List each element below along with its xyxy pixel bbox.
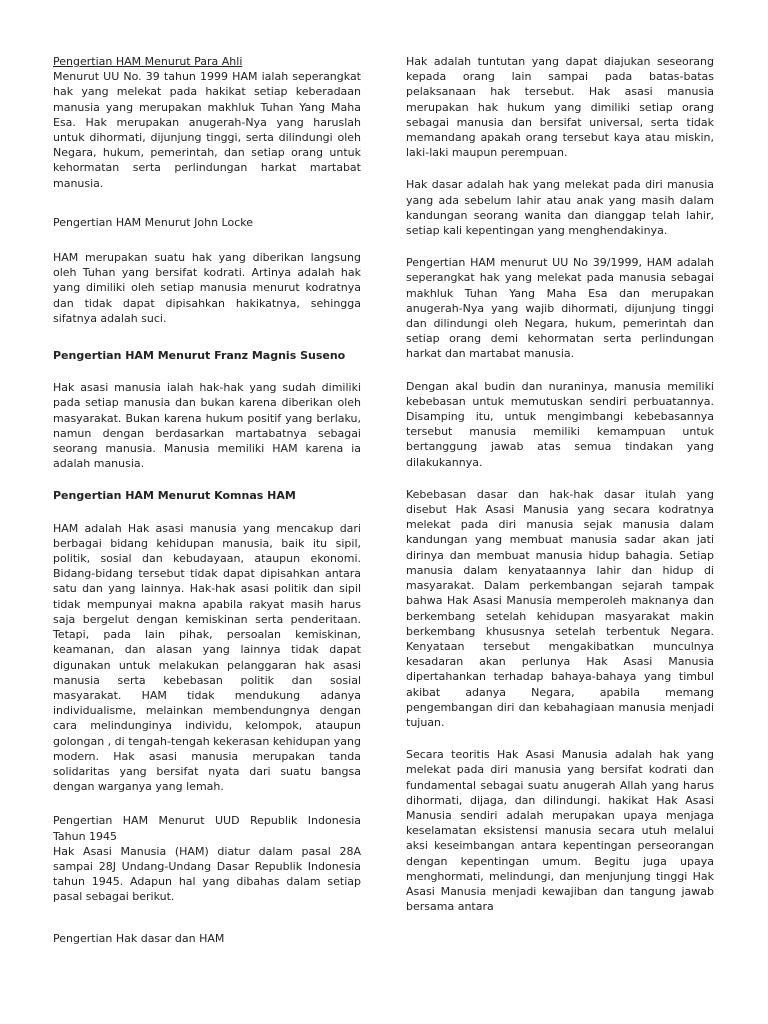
heading-komnas-ham: Pengertian HAM Menurut Komnas HAM [53, 489, 296, 503]
paragraph-komnas-ham: HAM adalah Hak asasi manusia yang mencakup dari berbagai bidang kehidupan manusia, baik itu sipil, politik, sosial dan kebudayaan, ataupun ekonomi. Bidang-bidang tersebut tidak dapat dipisahkan antara satu dan yang lainnya. Hak-hak asasi politik dan sipil tidak mempunyai makna apabila rakyat masih harus saja bergelut dengan kemiskinan serta penderitaan. Tetapi, pada lain pihak, persoalan kemiskinan, keamanan, dan alasan yang lainnya tidak dapat digunakan untuk melakukan pelanggaran hak asasi manusia serta kebebasan politik dan sosial masyarakat. HAM tidak mendukung adanya individualisme, melainkan membendungnya dengan cara melindunginya individu, kelompok, ataupun golongan , di tengah-tengah kekerasan kehidupan yang modern. Hak asasi manusia merupakan tanda solidaritas yang bersifat nyata dari suatu bangsa dengan warganya yang lemah. [53, 521, 361, 794]
paragraph-franz-magnis: Hak asasi manusia ialah hak-hak yang sudah dimiliki pada setiap manusia dan bukan karena diberikan oleh masyarakat. Bukan karena hukum positif yang berlaku, namun dengan berdasarkan martabatnya sebagai seorang manusia. Manusia memiliki HAM karena ia adalah manusia. [53, 381, 361, 471]
paragraph-hak: Hak adalah tuntutan yang dapat diajukan seseorang kepada orang lain sampai pada batas-batas pelaksanaan hak tersebut. Hak asasi manusia merupakan hak hukum yang dimiliki setiap orang sebagai manusia dan bersifat universal, serta tidak memandang apakah orang tersebut kaya atau miskin, laki-laki maupun perempuan. [406, 55, 714, 160]
paragraph-hak-dasar: Hak dasar adalah hak yang melekat pada diri manusia yang ada sebelum lahir atau anak yang masih dalam kandungan seorang wanita dan dianggap telah lahir, setiap kali kepentingan yang menghendakinya. [406, 178, 714, 238]
paragraph-uu-39-1999: Pengertian HAM menurut UU No 39/1999, HAM adalah seperangkat hak yang melekat pada manusia sebagai makhluk Tuhan Yang Maha Esa dan merupakan anugerah-Nya yang wajib dihormati, dijunjung tinggi dan dilindungi oleh Negara, hukum, pemerintah dan setiap orang demi kehormatan serta perlindungan harkat dan martabat manusia. [406, 256, 714, 361]
paragraph-uud-1945: Hak Asasi Manusia (HAM) diatur dalam pasal 28A sampai 28J Undang-Undang Dasar Republik Indonesia tahun 1945. Adapun hal yang dibahas dalam setiap pasal sebagai berikut. [53, 844, 361, 904]
right-column [406, 54, 714, 914]
paragraph-uu: Menurut UU No. 39 tahun 1999 HAM ialah seperangkat hak yang melekat pada hakikat setiap keberadaan manusia yang merupakan makhluk Tuhan Yang Maha Esa. Hak merupakan anugerah-Nya yang haruslah untuk dihormati, dijunjung tinggi, serta dilindungi oleh Negara, hukum, pemerintah, dan setiap orang untuk kehormatan serta perlindungan harkat martabat manusia. [53, 70, 361, 190]
paragraph-kebebasan-dasar: Kebebasan dasar dan hak-hak dasar itulah yang disebut Hak Asasi Manusia yang secara kodratnya melekat pada diri manusia sejak manusia dalam kandungan yang membuat manusia sadar akan jati dirinya dan membuat manusia hidup bahagia. Setiap manusia dalam kenyataannya lahir dan hidup di masyarakat. Dalam perkembangan sejarah tampak bahwa Hak Asasi Manusia memperoleh maknanya dan berkembang setelah kehidupan masyarakat makin berkembang khususnya setelah terbentuk Negara. Kenyataan tersebut mengakibatkan munculnya kesadaran akan perlunya Hak Asasi Manusia dipertahankan terhadap bahaya-bahaya yang timbul akibat adanya Negara, apabila memang pengembangan diri dan kebahagiaan manusia menjadi tujuan. [406, 487, 714, 729]
paragraph-akal-budi: Dengan akal budin dan nuraninya, manusia memiliki kebebasan untuk memutuskan sendiri perbuatannya. Disamping itu, untuk mengimbangi kebebasannya tersebut manusia memiliki kemampuan untuk bertanggung jawab atas semua tindakan yang dilakukannya. [406, 379, 714, 469]
heading-franz-magnis: Pengertian HAM Menurut Franz Magnis Suseno [53, 349, 346, 363]
heading-hak-dasar: Pengertian Hak dasar dan HAM [53, 931, 225, 945]
heading-para-ahli: Pengertian HAM Menurut Para Ahli [53, 55, 243, 68]
heading-uud-1945: Pengertian HAM Menurut UUD Republik Indonesia Tahun 1945 [53, 814, 361, 843]
heading-john-locke: Pengertian HAM Menurut John Locke [53, 215, 253, 229]
paragraph-john-locke: HAM merupakan suatu hak yang diberikan langsung oleh Tuhan yang bersifat kodrati. Artinya adalah hak yang dimiliki oleh setiap manusia menurut kodratnya dan tidak dapat dipisahkan hakikatnya, sehingga sifatnya adalah suci. [53, 251, 361, 325]
left-column [53, 54, 361, 946]
paragraph-teoritis: Secara teoritis Hak Asasi Manusia adalah hak yang melekat pada diri manusia yang bersifat kodrati dan fundamental sebagai suatu anugerah Allah yang harus dihormati, dijaga, dan dilindungi. hakikat Hak Asasi Manusia sendiri adalah merupakan upaya menjaga keselamatan eksistensi manusia secara utuh melalui aksi keseimbangan antara kepentingan perseorangan dengan kepentingan umum. Begitu juga upaya menghormati, melindungi, dan menjunjung tinggi Hak Asasi Manusia menjadi kewajiban dan tangung jawab bersama antara [406, 748, 714, 914]
